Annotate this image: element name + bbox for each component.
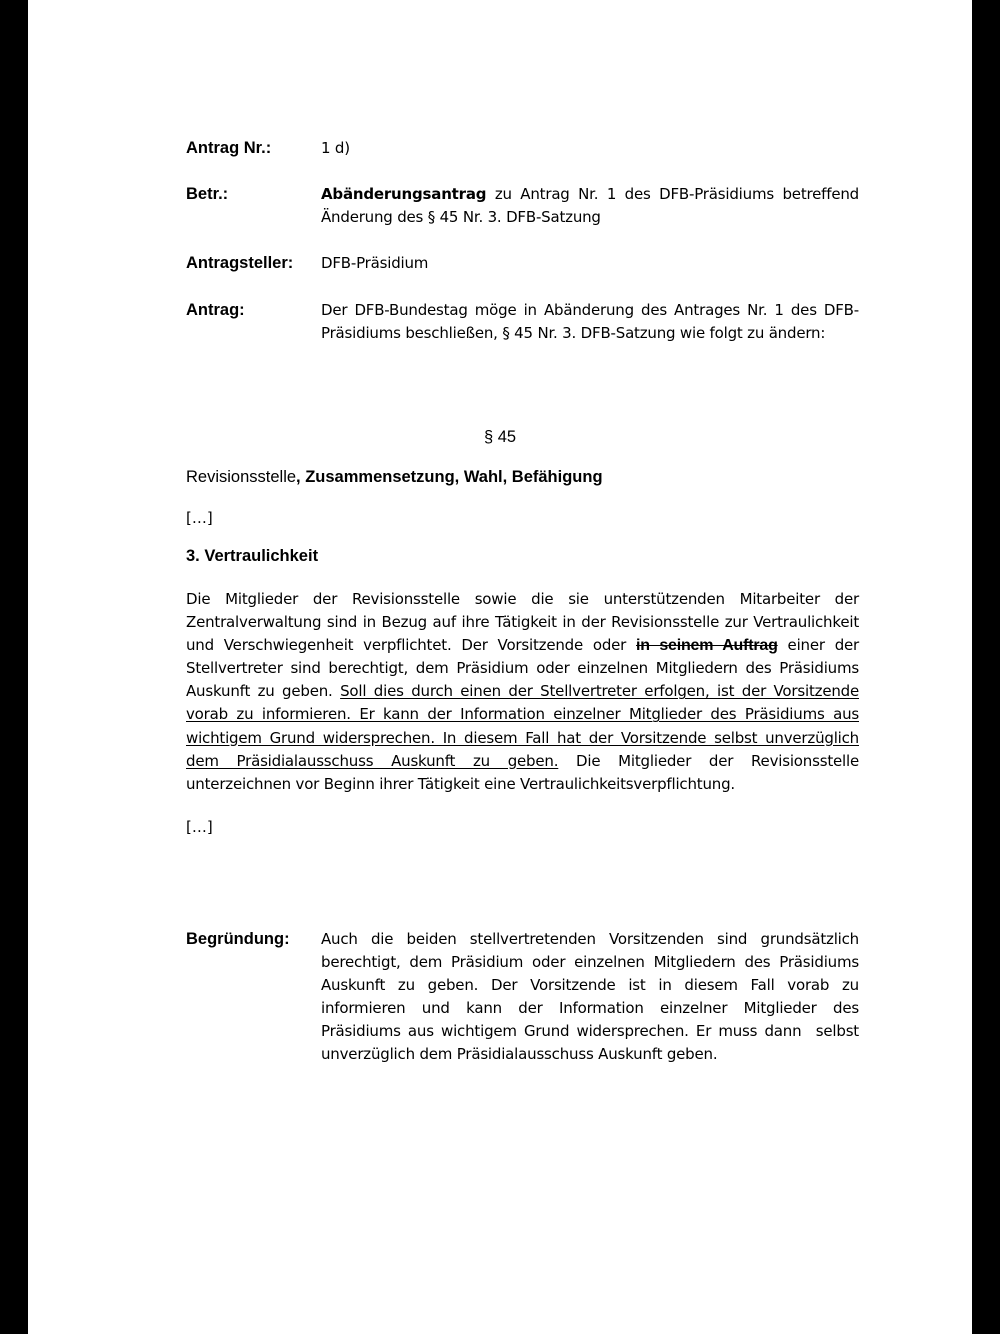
statute-text-part2: einer der Stellvertreter sind berechtigt, dem Präsidium oder einzelnen Mitgliedern des Präsidiums Auskunft zu geben. — [186, 636, 860, 701]
statute-title-plain: Revisionsstelle — [186, 468, 297, 486]
antragsteller-label: Antragsteller: — [186, 254, 294, 272]
betr-rest: zu Antrag Nr. 1 des DFB-Präsidiums betreffend Änderung des § 45 Nr. 3. DFB-Satzung — [321, 185, 859, 226]
statute-text-part3: Die Mitglieder der Revisionsstelle unterzeichnen vor Beginn ihrer Tätigkeit eine Vertraulichkeitsverpflichtung. — [186, 751, 859, 793]
betr-value — [321, 183, 859, 229]
antragsteller-value: DFB-Präsidium — [321, 254, 429, 272]
betr-label: Betr.: — [186, 185, 229, 203]
document-page — [28, 0, 972, 1334]
antrag-nr-value: 1 d) — [321, 139, 350, 157]
antrag-value: Der DFB-Bundestag möge in Abänderung des Antrages Nr. 1 des DFB-Präsidiums beschließen, § 45 Nr. 3. DFB-Satzung wie folgt zu ändern: — [321, 301, 859, 342]
paragraph-number: § 45 — [483, 428, 517, 446]
ellipsis-bottom: […] — [186, 818, 213, 836]
antrag-nr-label: Antrag Nr.: — [186, 139, 272, 157]
statute-text-part1: Die Mitglieder der Revisionsstelle sowie die sie unterstützenden Mitarbeiter der Zentralverwaltung sind in Bezug auf ihre Tätigkeit in der Revisionsstelle zur Vertraulichkeit und Verschwiegenheit verpflichtet. Der Vorsitzende oder — [186, 590, 859, 655]
betr-bold: Abänderungsantrag — [321, 185, 487, 203]
begruendung-text: Auch die beiden stellvertretenden Vorsitzenden sind grundsätzlich berechtigt, dem Präsidium oder einzelnen Mitgliedern des Präsidiums Auskunft zu geben. Der Vorsitzende ist in diesem Fall vorab zu informieren und kann der Information einzelner Mitglieder des Präsidiums aus wichtigem Grund widersprechen. Er muss dann selbst unverzüglich dem Präsidialausschuss Auskunft geben. — [321, 930, 864, 1063]
antrag-label: Antrag: — [186, 301, 245, 319]
statute-text — [186, 588, 859, 796]
struck-text: in seinem Auftrag — [636, 637, 778, 655]
section-heading: 3. Vertraulichkeit — [186, 547, 319, 565]
begruendung-label: Begründung: — [186, 930, 290, 948]
inserted-text: Soll dies durch einen der Stellvertreter erfolgen, ist der Vorsitzende vorab zu informieren. Er kann der Information einzelner Mitglieder des Präsidiums aus wichtigem Grund widersprechen. In diesem Fall hat der Vorsitzende selbst unverzüglich dem Präsidialausschuss Auskunft zu geben. — [186, 682, 859, 770]
ellipsis-top: […] — [186, 509, 213, 527]
statute-title — [186, 466, 603, 489]
statute-title-bold: , Zusammensetzung, Wahl, Befähigung — [296, 468, 603, 486]
